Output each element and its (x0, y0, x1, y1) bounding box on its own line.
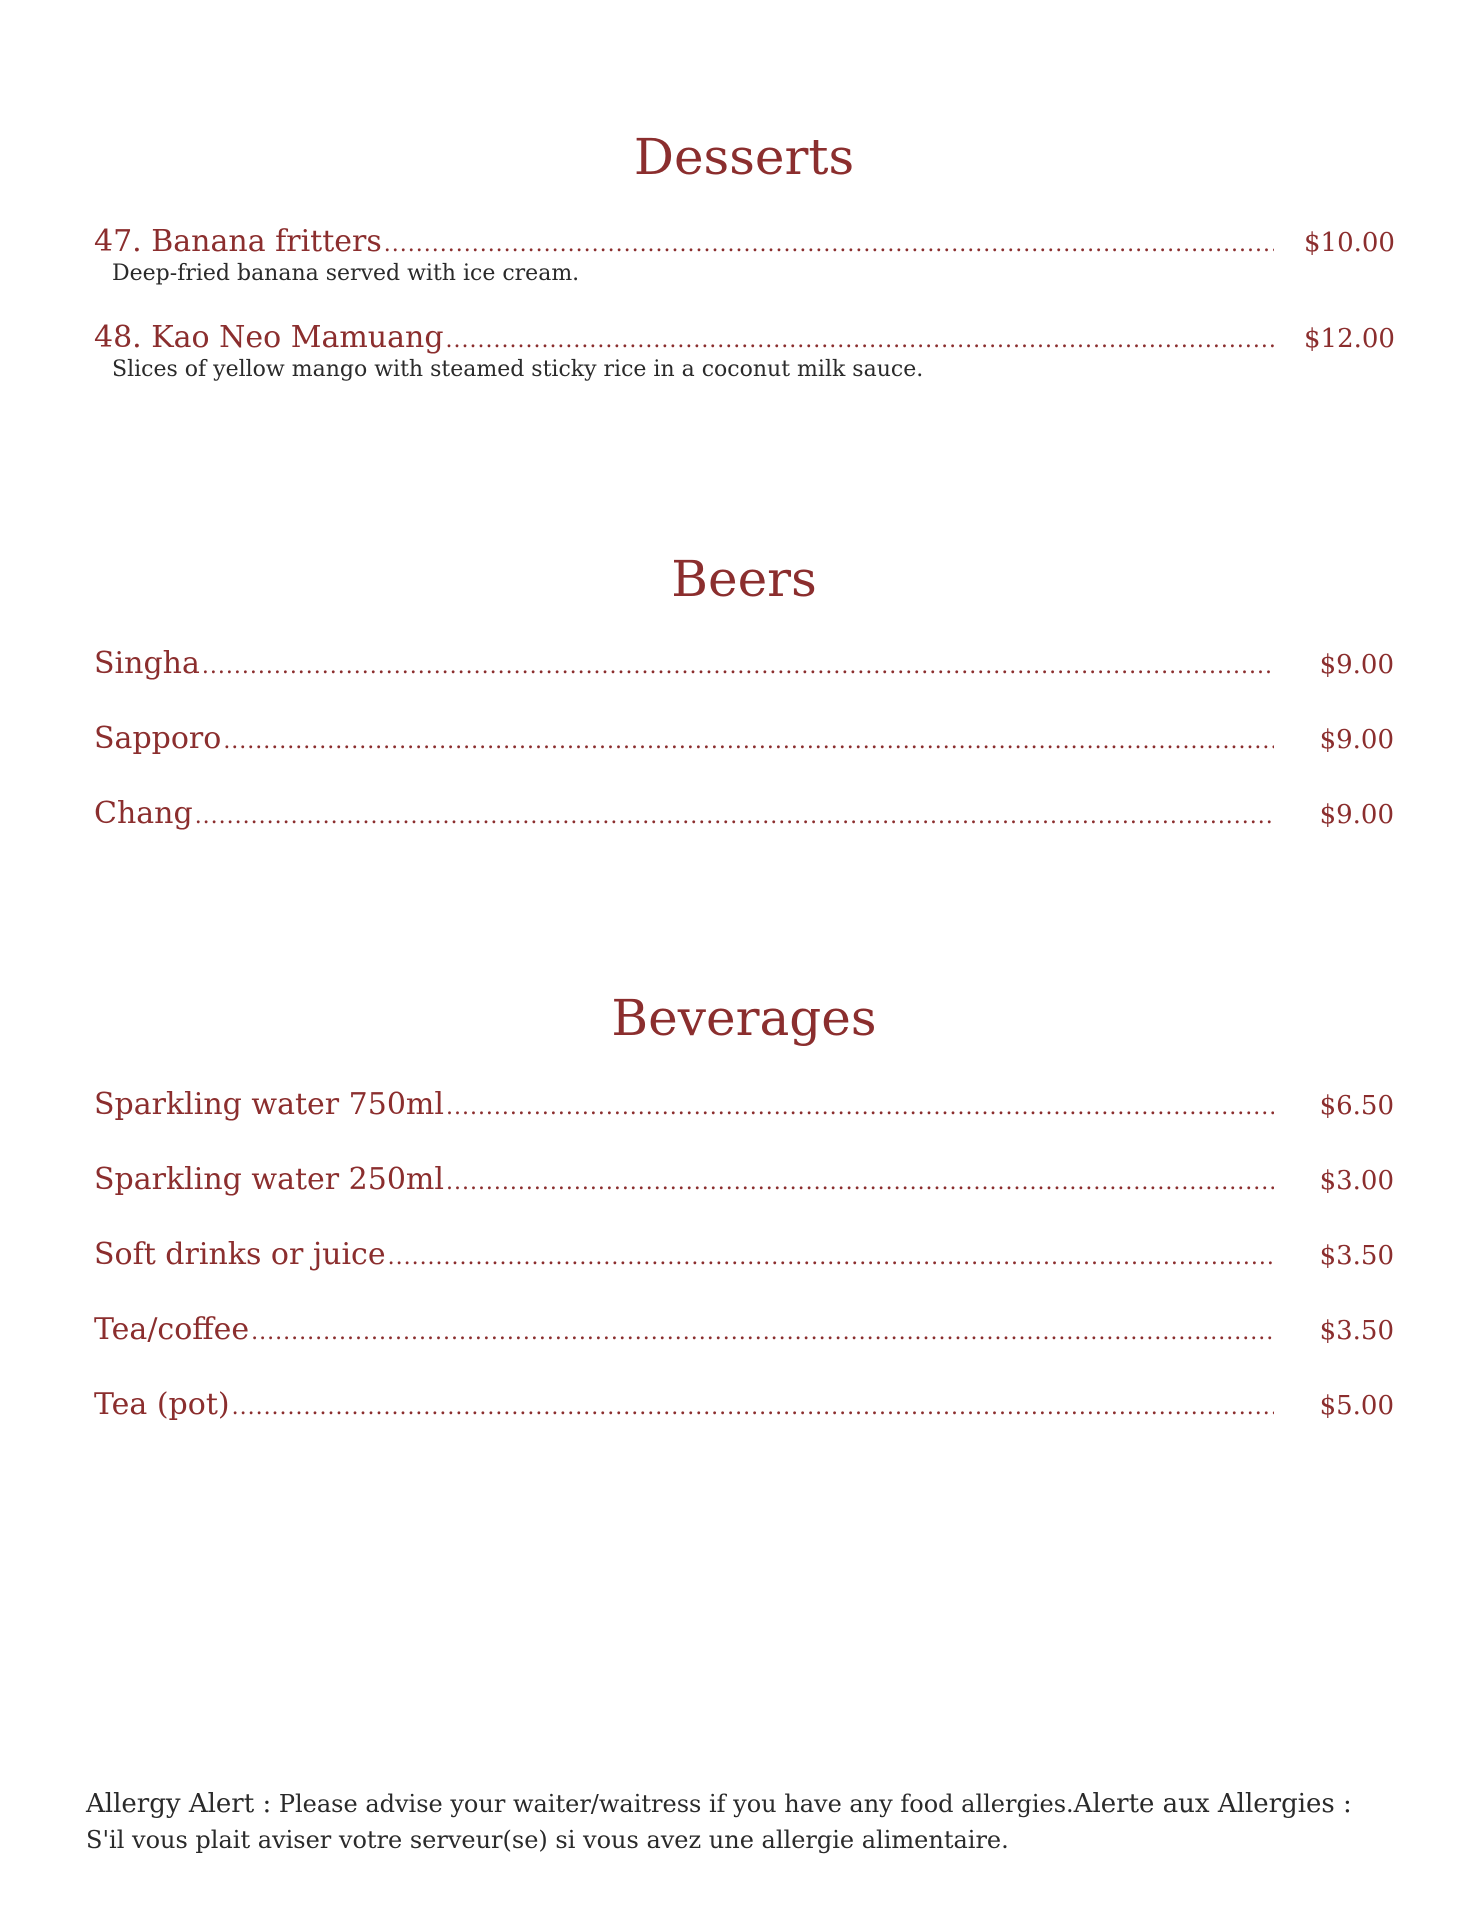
item-price: $6.50 (1319, 1091, 1394, 1121)
alerte-allergies-text: S'il vous plait aviser votre serveur(se) si vous avez une allergie alimentaire. (86, 1826, 1009, 1854)
dot-leader (384, 232, 1274, 257)
menu-item (94, 1387, 1394, 1422)
allergy-alert-label: Allergy Alert : (86, 1789, 272, 1819)
item-price: $5.00 (1319, 1391, 1394, 1421)
item-name: Sparkling water 250ml (94, 1162, 444, 1197)
item-price: $3.50 (1319, 1316, 1394, 1346)
item-name: 47. Banana fritters (94, 224, 382, 259)
menu-item (94, 320, 1394, 355)
menu-item (94, 646, 1394, 681)
allergy-notice (86, 1786, 1396, 1858)
item-price: $9.00 (1319, 650, 1394, 680)
beers-section (94, 550, 1394, 831)
menu-item (94, 1162, 1394, 1197)
item-name: 48. Kao Neo Mamuang (94, 320, 444, 355)
item-name: Sapporo (94, 721, 222, 756)
item-name: Singha (94, 646, 200, 681)
dot-leader (232, 1395, 1274, 1420)
dot-leader (195, 804, 1274, 829)
menu-item (94, 1312, 1394, 1347)
dot-leader (388, 1245, 1274, 1270)
item-price: $3.50 (1319, 1241, 1394, 1271)
item-price: $9.00 (1319, 800, 1394, 830)
item-name: Chang (94, 796, 193, 831)
beverages-section (94, 989, 1394, 1422)
menu-item (94, 796, 1394, 831)
section-title-desserts: Desserts (633, 128, 855, 186)
item-price: $10.00 (1304, 228, 1395, 258)
menu-item (94, 1237, 1394, 1272)
dot-leader (446, 1170, 1274, 1195)
menu-item (94, 1087, 1394, 1122)
dot-leader (223, 729, 1274, 754)
section-title-beers: Beers (671, 550, 817, 608)
allergy-alert-text: Please advise your waiter/waitress if you have any food allergies. (271, 1790, 1074, 1818)
dot-leader (251, 1320, 1274, 1345)
dot-leader (446, 328, 1274, 353)
item-name: Tea (pot) (94, 1387, 230, 1422)
section-title-beverages: Beverages (611, 989, 877, 1047)
item-name: Tea/coffee (94, 1312, 250, 1347)
item-name: Sparkling water 750ml (94, 1087, 444, 1122)
dot-leader (202, 654, 1274, 679)
menu-item (94, 224, 1394, 259)
item-description: Slices of yellow mango with steamed sticky rice in a coconut milk sauce. (112, 357, 924, 382)
desserts-section (94, 128, 1395, 382)
menu-item (94, 721, 1394, 756)
item-price: $12.00 (1304, 324, 1395, 354)
dot-leader (446, 1095, 1274, 1120)
item-price: $9.00 (1319, 725, 1394, 755)
item-description: Deep-fried banana served with ice cream. (112, 261, 580, 286)
item-name: Soft drinks or juice (94, 1237, 386, 1272)
item-price: $3.00 (1319, 1166, 1394, 1196)
alerte-allergies-label: Alerte aux Allergies : (1073, 1789, 1352, 1819)
